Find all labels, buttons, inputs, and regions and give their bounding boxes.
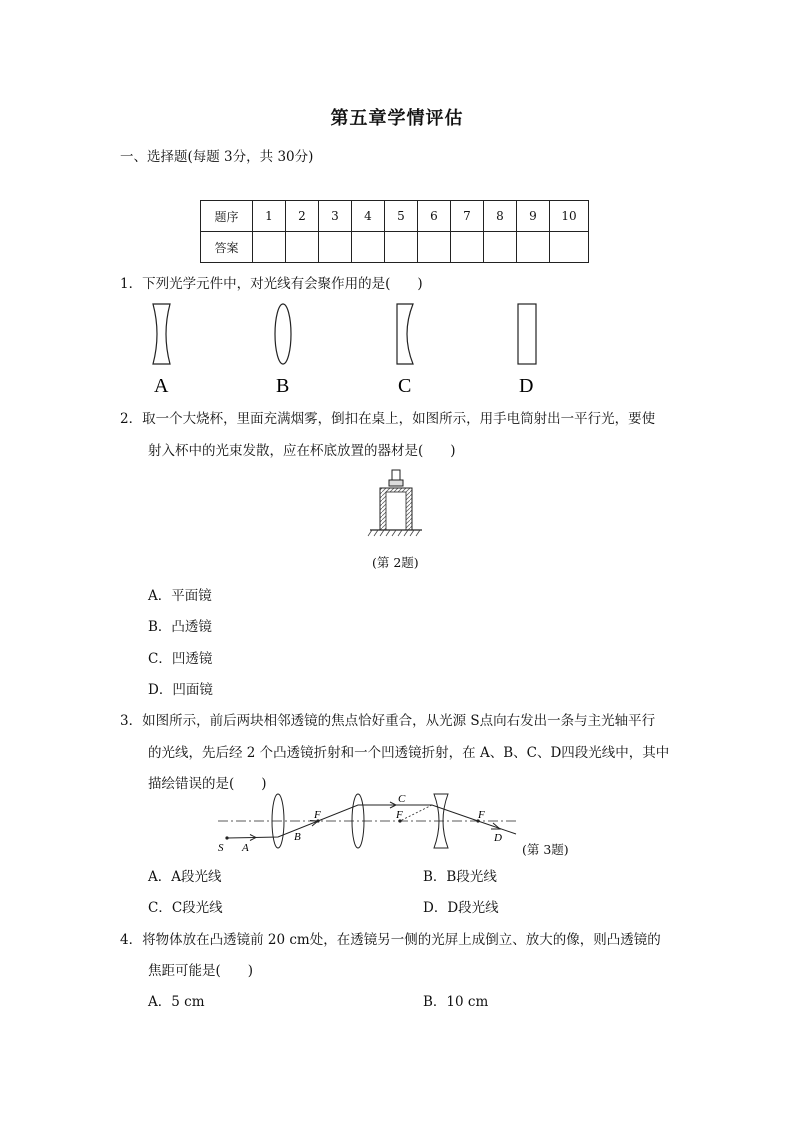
- table-cell: 1: [253, 201, 286, 232]
- label-a: A: [242, 842, 249, 854]
- table-cell: 8: [484, 201, 517, 232]
- flashlight-icon: [392, 470, 400, 480]
- glass-slab-icon: [518, 304, 536, 364]
- table-row: [201, 201, 589, 232]
- answer-cell[interactable]: [352, 232, 385, 263]
- answer-cell[interactable]: [286, 232, 319, 263]
- question-4-line-2: 焦距可能是( ): [148, 963, 254, 979]
- q3-option-b: B．B段光线: [423, 869, 497, 885]
- plano-concave-lens-icon: [397, 304, 413, 364]
- question-3-line-2: 的光线，先后经 2 个凸透镜折射和一个凹透镜折射，在 A、B、C、D四段光线中，其中: [148, 745, 670, 761]
- q2-option-d: D．凹面镜: [148, 682, 213, 698]
- answer-cell[interactable]: [451, 232, 484, 263]
- question-4-line-1: 4．将物体放在凸透镜前 20 cm处，在透镜另一侧的光屏上成倒立、放大的像，则凸透镜的: [120, 932, 661, 948]
- answer-table: [200, 200, 589, 263]
- question-3-line-3: 描绘错误的是( ): [148, 776, 267, 792]
- table-cell: 3: [319, 201, 352, 232]
- answer-cell[interactable]: [319, 232, 352, 263]
- page-title: 第五章学情评估: [330, 108, 464, 129]
- q4-option-b: B．10 cm: [423, 994, 489, 1010]
- q1-lens-figure: [140, 300, 560, 400]
- option-label: A: [154, 375, 169, 397]
- q3-option-a: A．A段光线: [148, 869, 222, 885]
- table-cell: 5: [385, 201, 418, 232]
- concave-lens-icon: [153, 304, 170, 364]
- point-s: [225, 836, 228, 839]
- option-label: C: [398, 375, 412, 397]
- q2-option-b: B．凸透镜: [148, 619, 212, 635]
- label-b: B: [294, 831, 301, 843]
- q3-option-d: D．D段光线: [423, 900, 499, 916]
- table-row: [201, 232, 589, 263]
- table-cell: 2: [286, 201, 319, 232]
- convex-lens-icon: [275, 304, 291, 364]
- label-f1: F: [314, 809, 321, 821]
- answer-cell[interactable]: [385, 232, 418, 263]
- table-header-cell: 题序: [201, 201, 253, 232]
- answer-cell[interactable]: [484, 232, 517, 263]
- table-cell: 4: [352, 201, 385, 232]
- q2-option-c: C．凹透镜: [148, 651, 213, 667]
- table-cell: 9: [517, 201, 550, 232]
- section-heading: 一、选择题(每题 3分，共 30分): [120, 149, 314, 165]
- q2-option-a: A．平面镜: [148, 588, 212, 604]
- optics-path-figure: [210, 790, 520, 860]
- table-cell: 7: [451, 201, 484, 232]
- table-cell: 6: [418, 201, 451, 232]
- label-f3: F: [478, 809, 485, 821]
- question-2-line-1: 2．取一个大烧杯，里面充满烟雾，倒扣在桌上，如图所示，用手电筒射出一平行光，要使: [120, 411, 656, 427]
- option-label: D: [519, 375, 534, 397]
- question-2-line-2: 射入杯中的光束发散，应在杯底放置的器材是( ): [148, 443, 456, 459]
- label-s: S: [218, 842, 224, 854]
- figure-3-caption: (第 3题): [522, 842, 569, 857]
- answer-cell[interactable]: [550, 232, 589, 263]
- answer-cell[interactable]: [418, 232, 451, 263]
- answer-cell[interactable]: [517, 232, 550, 263]
- q3-option-c: C．C段光线: [148, 900, 223, 916]
- light-ray: [227, 805, 516, 838]
- label-f2: F: [396, 809, 403, 821]
- option-label: B: [276, 375, 290, 397]
- q4-option-a: A．5 cm: [148, 994, 205, 1010]
- question-3-line-1: 3．如图所示，前后两块相邻透镜的焦点恰好重合，从光源 S点向右发出一条与主光轴平行: [120, 713, 656, 729]
- figure-2-caption: (第 2题): [372, 555, 419, 570]
- question-1-stem: 1．下列光学元件中，对光线有会聚作用的是( ): [120, 276, 423, 292]
- beaker-figure: [366, 468, 426, 538]
- answer-cell[interactable]: [253, 232, 286, 263]
- table-header-cell: 答案: [201, 232, 253, 263]
- label-c: C: [398, 793, 406, 805]
- label-d: D: [494, 832, 502, 844]
- table-cell: 10: [550, 201, 589, 232]
